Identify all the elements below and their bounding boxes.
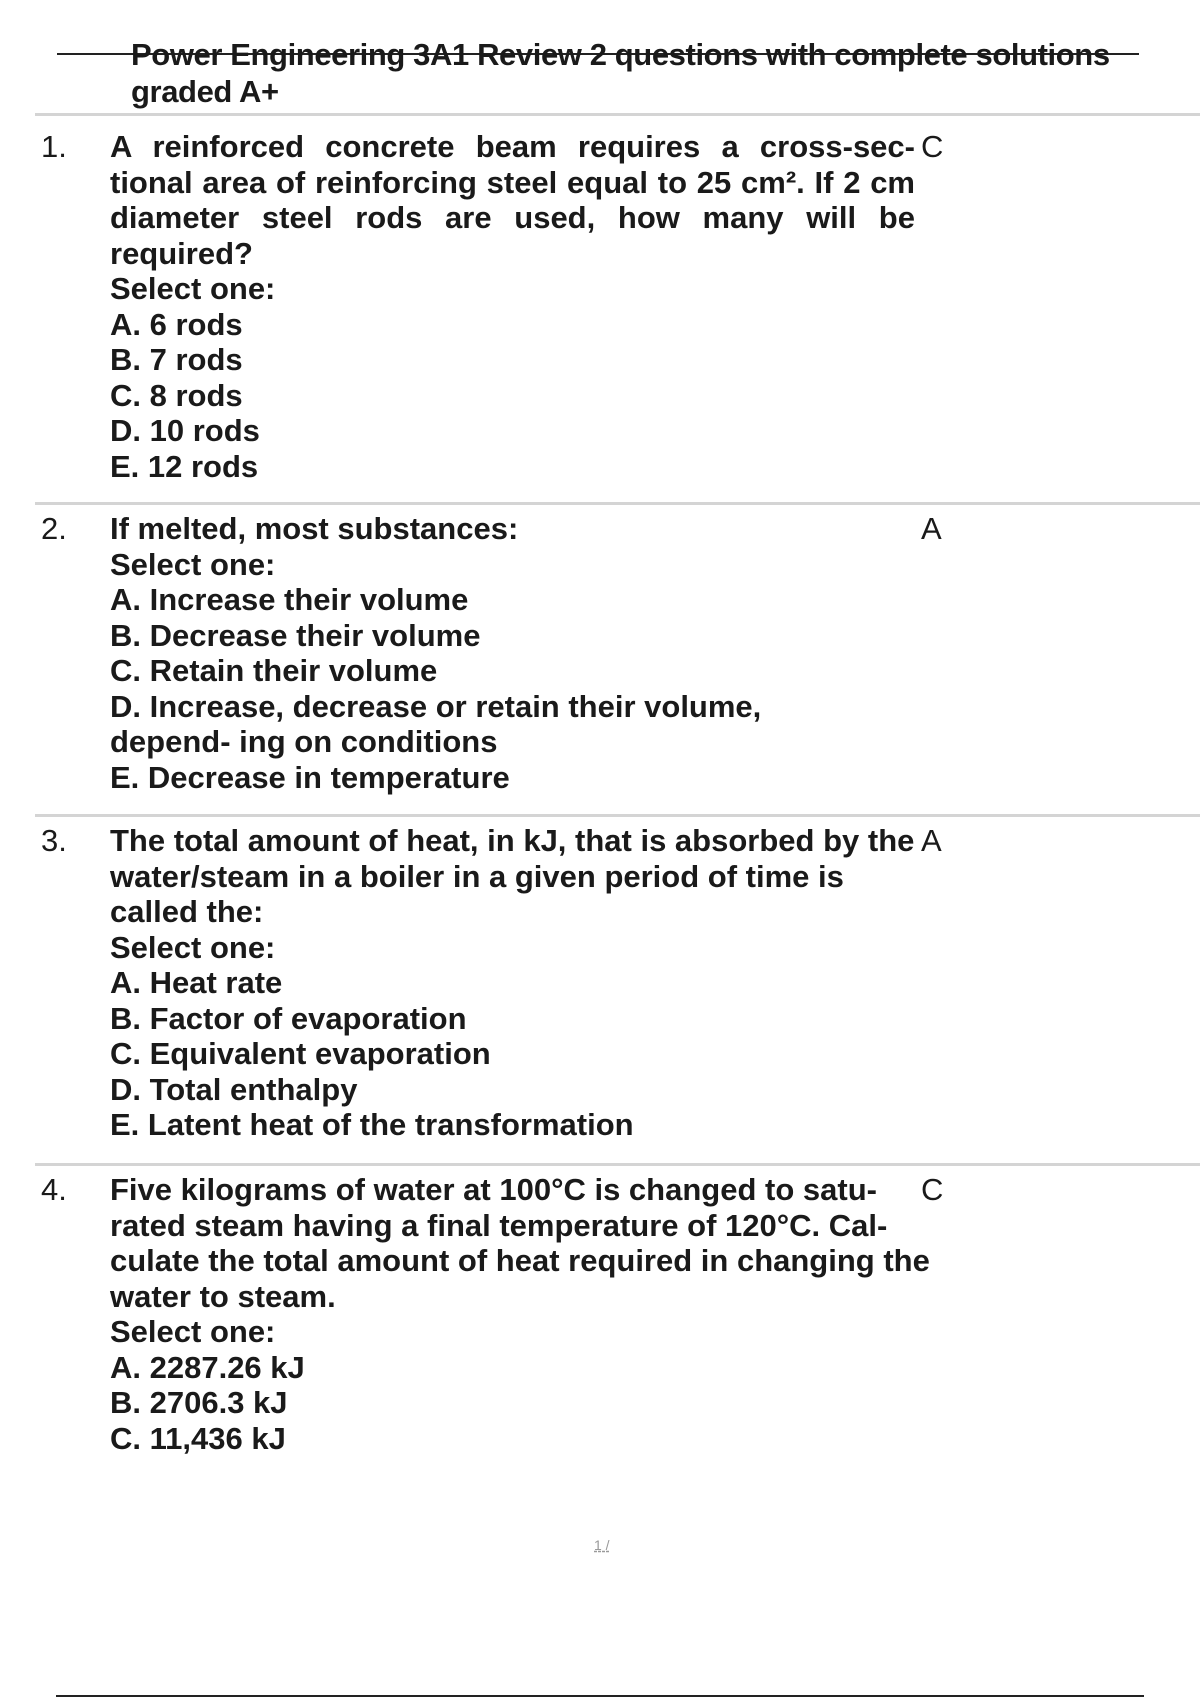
question-stem: If melted, most substances:	[110, 511, 519, 546]
answer-key: C	[921, 129, 944, 164]
option-b: B. Factor of evaporation	[110, 1000, 467, 1036]
footer-rule	[56, 1695, 1144, 1697]
option-b: B. Decrease their volume	[110, 617, 481, 653]
question-4	[35, 1163, 1200, 1466]
document-title: Power Engineering 3A1 Review 2 questions with complete solutions graded A+	[131, 37, 1110, 109]
question-body	[110, 129, 930, 484]
option-a: A. 6 rods	[110, 306, 243, 342]
option-c: C. Retain their volume	[110, 653, 438, 688]
option-a: A. 2287.26 kJ	[110, 1349, 305, 1385]
option-c: C. 11,436 kJ	[110, 1420, 286, 1456]
select-one-prompt: Select one:	[110, 1314, 276, 1349]
option-e: E. Latent heat of the transformation	[110, 1107, 634, 1142]
option-d: D. Increase, decrease or retain their volume, depend- ing on conditions	[110, 688, 762, 759]
option-a: A. Increase their volume	[110, 582, 469, 617]
option-b: B. 2706.3 kJ	[110, 1385, 288, 1420]
answer-key: A	[921, 511, 942, 546]
option-d: D. Total enthalpy	[110, 1071, 358, 1107]
question-body	[110, 511, 930, 795]
option-d: D. 10 rods	[110, 413, 260, 448]
option-e: E. Decrease in temperature	[110, 759, 510, 795]
question-stem: The total amount of heat, in kJ, that is absorbed by the water/steam in a boiler in a given period of time is called the:	[110, 823, 915, 929]
question-number: 1.	[41, 129, 67, 164]
question-number: 2.	[41, 511, 67, 546]
question-number: 4.	[41, 1172, 67, 1207]
select-one-prompt: Select one:	[110, 271, 276, 306]
question-stem: Five kilograms of water at 100°C is changed to satu- rated steam having a final temperature of 120°C. Cal- culate the total amount of heat required in changing the water to steam.	[110, 1172, 930, 1314]
option-c: C. 8 rods	[110, 377, 243, 413]
page-number: 1 /	[594, 1537, 610, 1553]
select-one-prompt: Select one:	[110, 546, 276, 582]
question-3	[35, 814, 1200, 1165]
option-e: E. 12 rods	[110, 448, 259, 484]
select-one-prompt: Select one:	[110, 929, 276, 965]
question-1	[35, 113, 1200, 504]
option-a: A. Heat rate	[110, 965, 283, 1000]
option-b: B. 7 rods	[110, 342, 243, 377]
answer-key: C	[921, 1172, 944, 1207]
question-stem: A reinforced concrete beam requires a cross-sec- tional area of reinforcing steel equal to 25 cm². If 2 cm diameter steel rods are used, how many will be required?	[110, 129, 915, 271]
option-c: C. Equivalent evaporation	[110, 1036, 491, 1071]
question-body	[110, 1172, 930, 1456]
question-number: 3.	[41, 823, 67, 858]
question-body	[110, 823, 930, 1143]
answer-key: A	[921, 823, 942, 858]
question-2	[35, 502, 1200, 816]
